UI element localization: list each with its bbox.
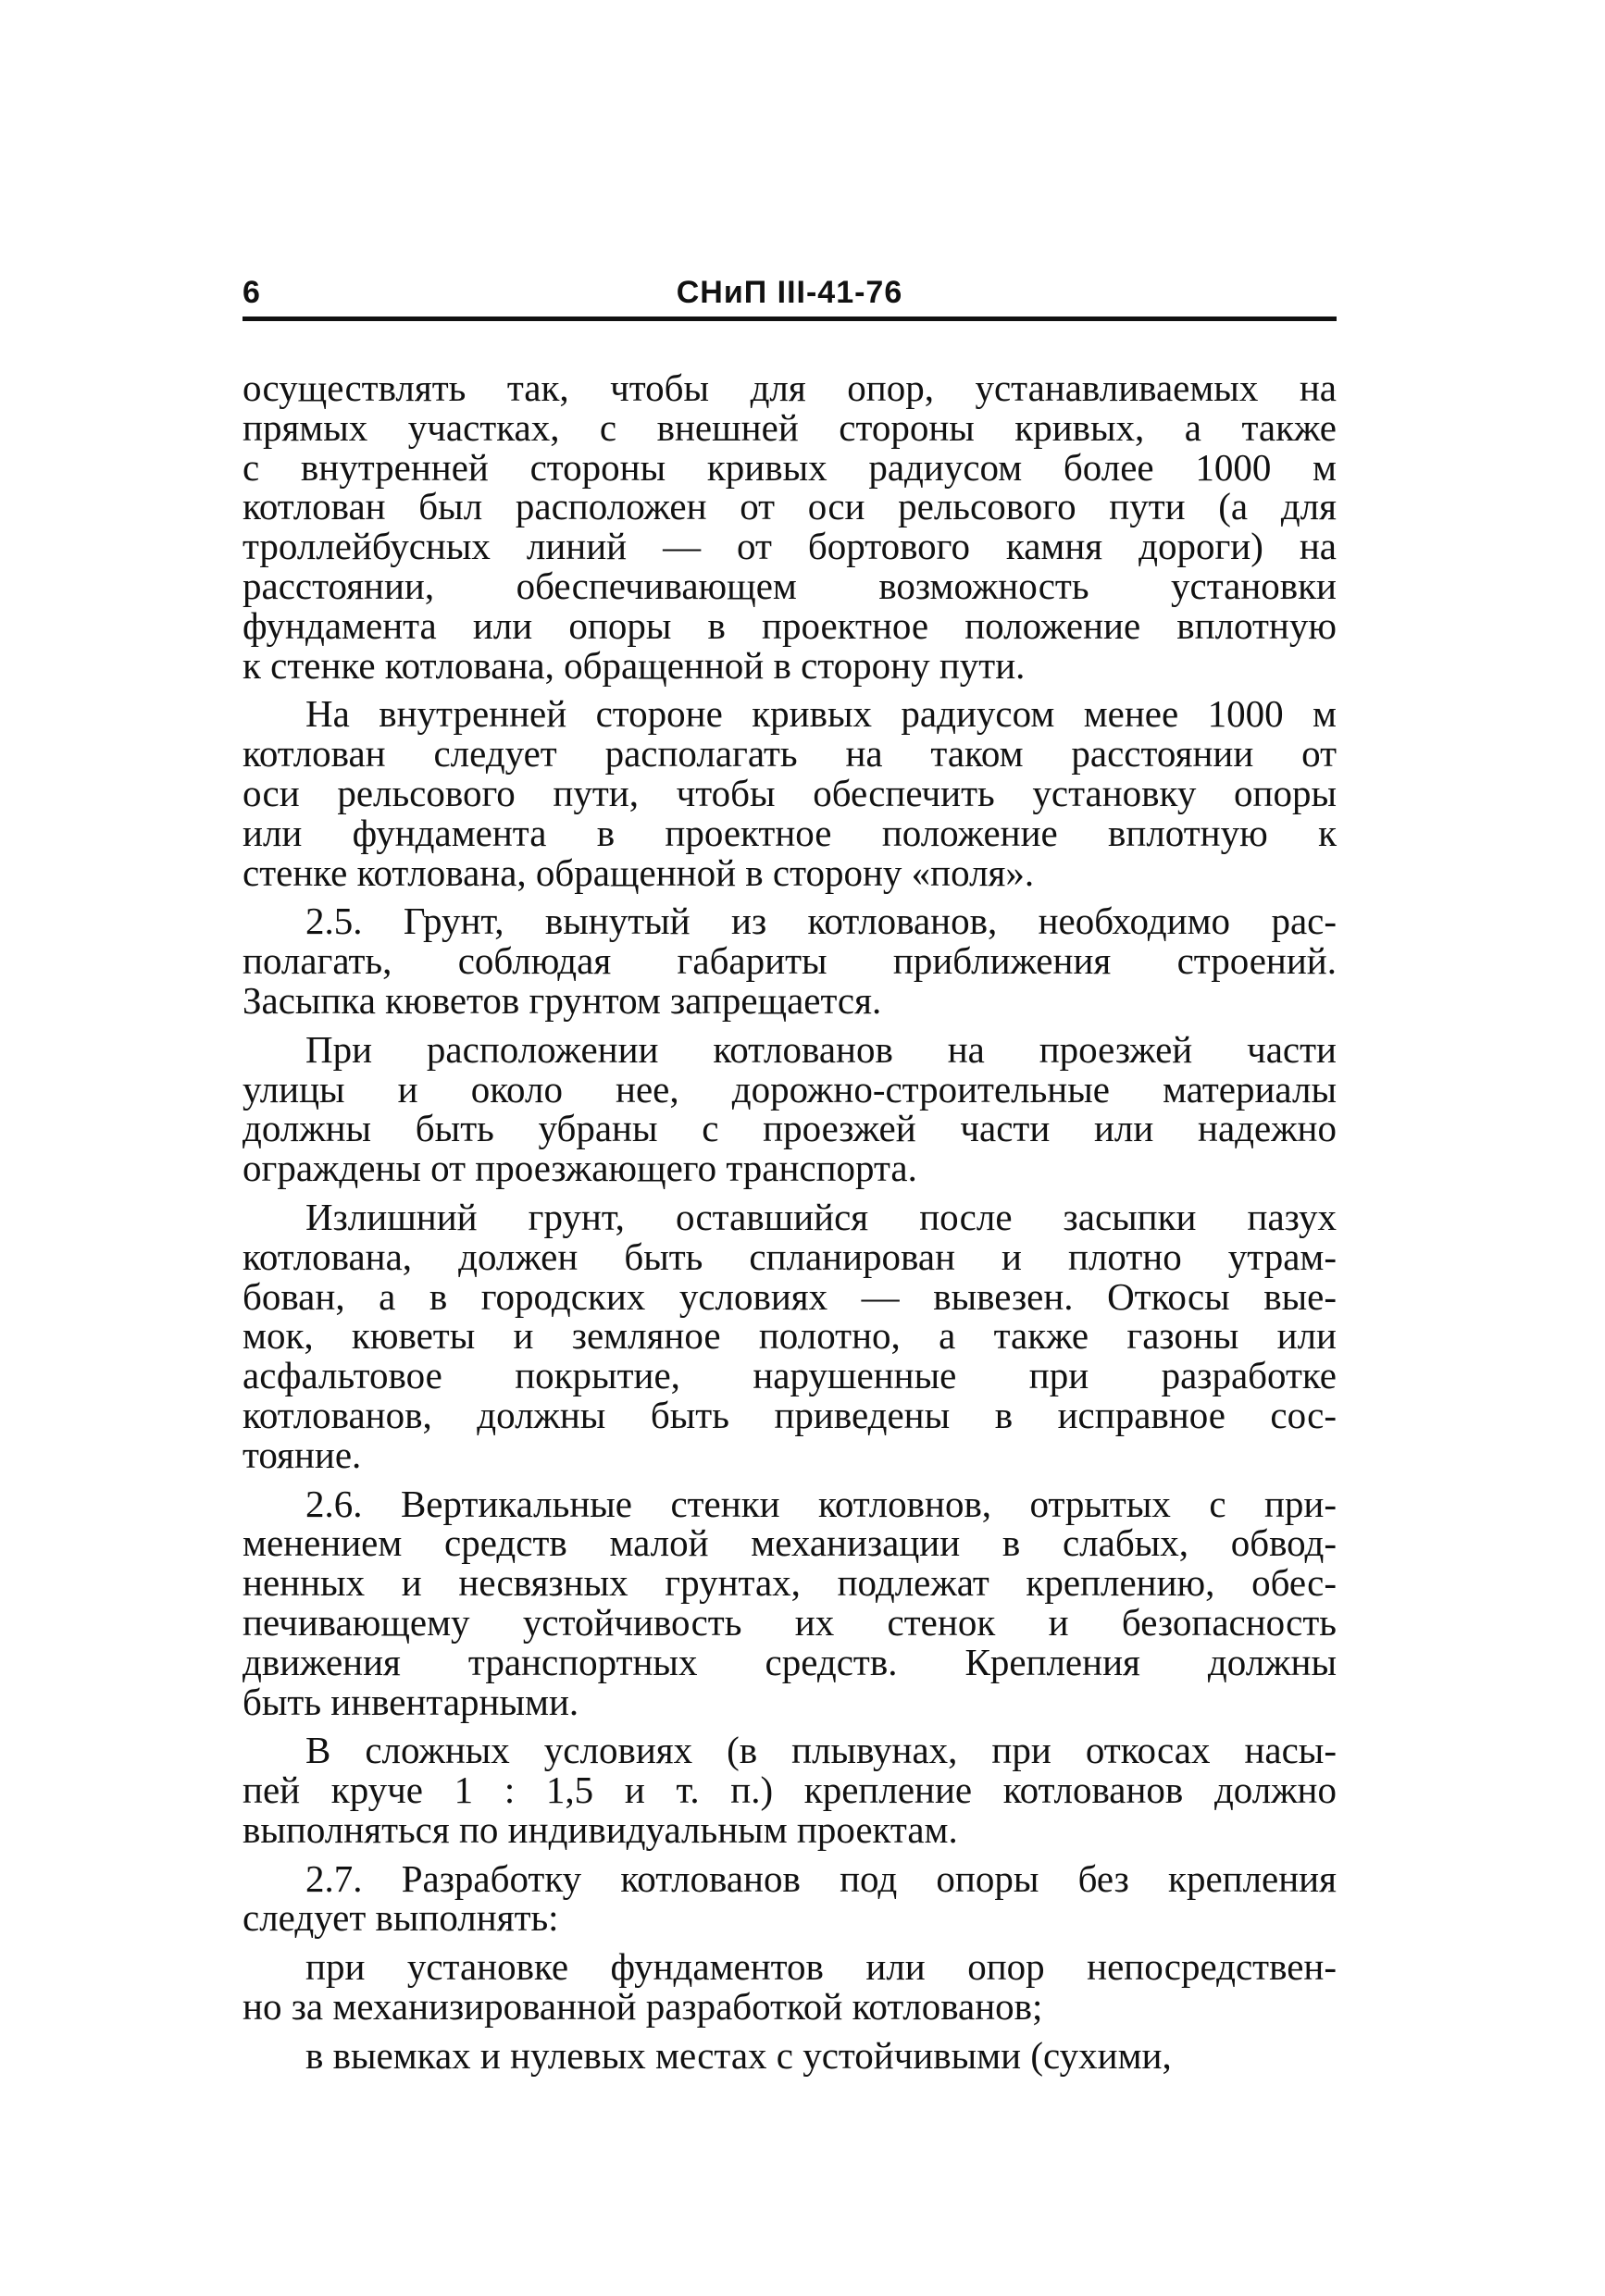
text-line: но за механизированной разработкой котлованов; (243, 1985, 1043, 2029)
text-line: тояние. (243, 1433, 362, 1476)
paragraph (243, 1484, 1337, 1722)
text-line: к стенке котлована, обращенной в сторону пути. (243, 643, 1026, 687)
text-line: Излишний грунт, оставшийся после засыпки пазух (305, 1195, 1337, 1238)
page-number: 6 (243, 275, 260, 310)
text-line: осуществлять так, чтобы для опор, устанавливаемых на (243, 366, 1337, 409)
paragraph (243, 2033, 1337, 2077)
text-line: котлован следует располагать на таком расстоянии от (243, 732, 1337, 776)
text-line: Засыпка кюветов грунтом запрещается. (243, 978, 882, 1022)
paragraph (243, 1195, 1337, 1476)
text-line: с внутренней стороны кривых радиусом более 1000 м (243, 445, 1337, 489)
paragraph (243, 694, 1337, 892)
document-code: СНиП III-41-76 (676, 275, 903, 310)
paragraph (243, 1856, 1337, 1940)
paragraph (243, 901, 1337, 1020)
paragraph (243, 1947, 1337, 2027)
paragraph (243, 1731, 1337, 1849)
text-line: улицы и около нее, дорожно-строительные материалы (243, 1067, 1337, 1111)
text-line: оси рельсового пути, чтобы обеспечить установку опоры (243, 771, 1337, 814)
text-line: или фундамента в проектное положение вплотную к (243, 811, 1337, 854)
text-line: прямых участках, с внешней стороны кривых, а также (243, 405, 1337, 449)
text-line: менением средств малой механизации в слабых, обвод- (243, 1521, 1337, 1565)
text-line: котлована, должен быть спланирован и плотно утрам- (243, 1235, 1337, 1278)
text-line: При расположении котлованов на проезжей части (305, 1027, 1337, 1071)
paragraph (243, 1027, 1337, 1190)
body-text (243, 368, 1337, 2085)
text-line: котлован был расположен от оси рельсового пути (а для (243, 485, 1337, 528)
text-line: расстоянии, обеспечивающем возможность установки (243, 564, 1337, 607)
text-line: движения транспортных средств. Крепления должны (243, 1640, 1337, 1683)
text-line: в выемках и нулевых местах с устойчивыми (сухими, (305, 2033, 1172, 2077)
paragraph (243, 368, 1337, 685)
text-line: фундамента или опоры в проектное положение вплотную (243, 603, 1337, 647)
text-line: 2.6. Вертикальные стенки котловнов, отрытых с при- (305, 1482, 1337, 1525)
text-line: В сложных условиях (в плывунах, при откосах насы- (305, 1729, 1337, 1772)
text-line: На внутренней стороне кривых радиусом менее 1000 м (305, 692, 1337, 736)
text-line: быть инвентарными. (243, 1680, 579, 1723)
text-line: выполняться по индивидуальным проектам. (243, 1807, 958, 1851)
text-line: 2.5. Грунт, вынутый из котлованов, необходимо рас- (305, 900, 1337, 943)
text-line: троллейбусных линий — от бортового камня дороги) на (243, 525, 1337, 568)
text-line: ограждены от проезжающего транспорта. (243, 1147, 917, 1190)
text-line: при установке фундаментов или опор непосредствен- (305, 1945, 1337, 1989)
text-line: пей круче 1 : 1,5 и т. п.) крепление котлованов должно (243, 1769, 1337, 1812)
text-line: стенке котлована, обращенной в сторону «поля». (243, 850, 1035, 894)
text-line: мок, кюветы и земляное полотно, а также газоны или (243, 1314, 1337, 1358)
header-divider (243, 316, 1337, 321)
text-line: полагать, соблюдая габариты приближения строений. (243, 939, 1337, 983)
text-line: печивающему устойчивость их стенок и безопасность (243, 1600, 1337, 1644)
text-line: 2.7. Разработку котлованов под опоры без крепления (305, 1856, 1337, 1900)
text-line: ненных и несвязных грунтах, подлежат креплению, обес- (243, 1561, 1337, 1605)
page-header (243, 270, 1337, 315)
text-line: асфальтовое покрытие, нарушенные при разработке (243, 1354, 1337, 1397)
text-line: следует выполнять: (243, 1896, 559, 1940)
text-line: котлованов, должны быть приведены в исправное сос- (243, 1393, 1337, 1436)
text-line: должны быть убраны с проезжей части или надежно (243, 1107, 1337, 1150)
text-line: бован, а в городских условиях — вывезен. Откосы вые- (243, 1274, 1337, 1318)
